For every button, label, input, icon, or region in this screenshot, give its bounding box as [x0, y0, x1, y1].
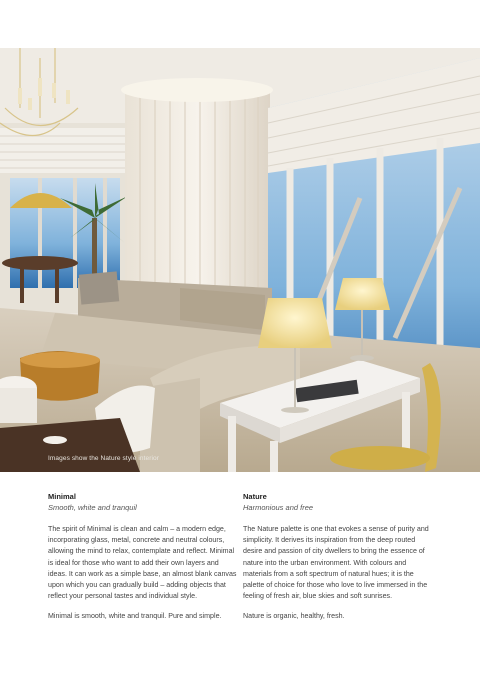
nature-title: Nature — [243, 492, 267, 501]
nature-paragraph: The Nature palette is one that evokes a sense of purity and simplicity. It derives its inspiration from the deep routed desire and passion of city dwellers to bring the essence of nature into the urban environment. With colours and materials from a soft spectrum of natural hues; it is the palette of choice for those who love to live immersed in the feeling of fresh air, blue skies and soft sunrises. — [243, 525, 429, 601]
nature-paragraph: Nature is organic, healthy, fresh. — [243, 612, 345, 621]
nature-column — [243, 492, 433, 632]
minimal-title: Minimal — [48, 492, 76, 501]
minimal-paragraph: The spirit of Minimal is clean and calm – a modern edge, incorporating glass, metal, concrete and neutral colours, allowing the mind to relax, contemplate and reflect. Minimal is ideal for those who want to add their own layers and ideas. It can work as a simple base, an almost blank canvas upon which you can gradually build – adding objects that reflect your personal tastes and individual style. — [48, 525, 237, 601]
minimal-column — [48, 492, 238, 632]
interior-photo — [0, 48, 480, 472]
minimal-paragraph: Minimal is smooth, white and tranquil. Pure and simple. — [48, 612, 222, 621]
minimal-subtitle: Smooth, white and tranquil — [48, 503, 137, 512]
image-caption: Images show the Nature style interior — [48, 455, 159, 462]
nature-subtitle: Harmonious and free — [243, 503, 314, 512]
living-room-illustration — [0, 48, 480, 472]
